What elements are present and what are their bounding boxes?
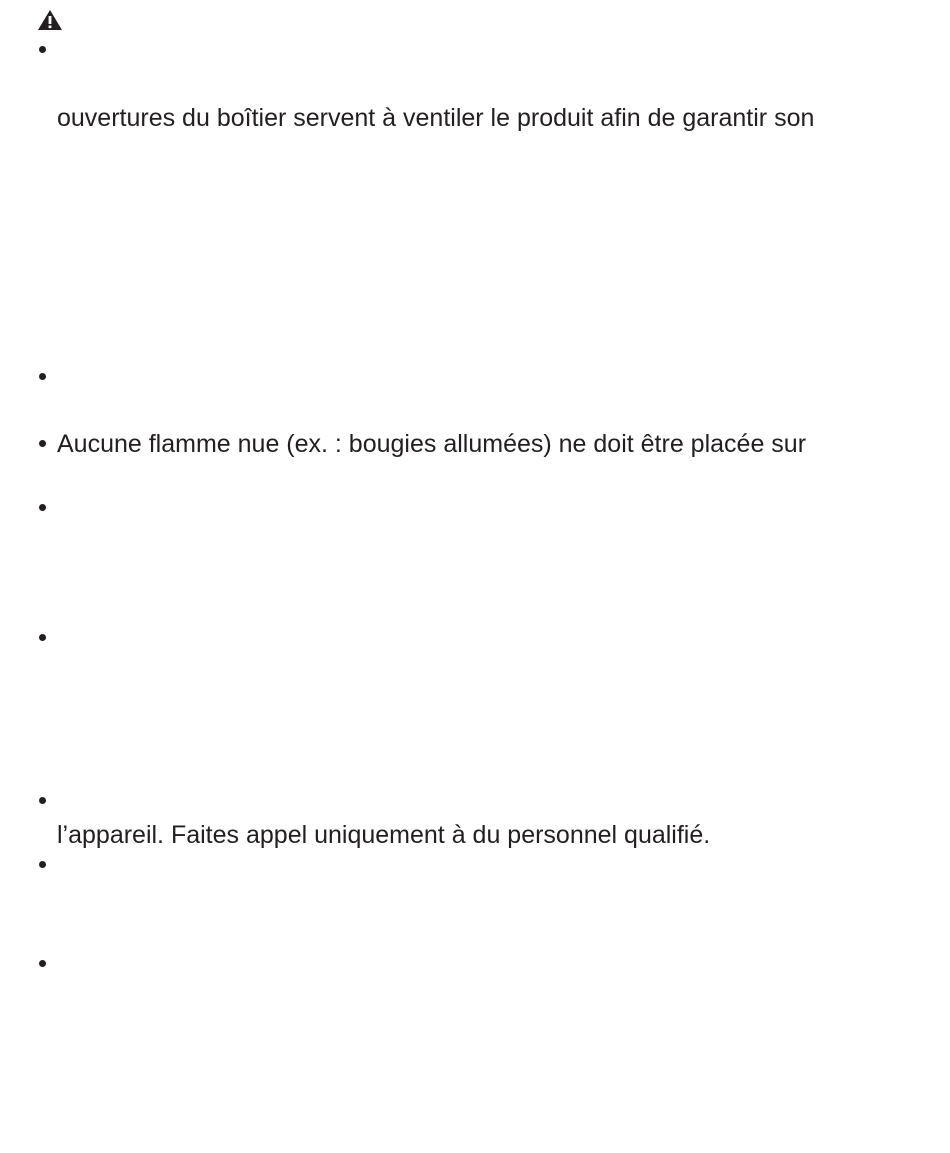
- bullet-icon: [38, 503, 48, 513]
- bullet-icon: [38, 439, 48, 449]
- bullet-icon: [38, 633, 48, 643]
- flame-warning-text: Aucune flamme nue (ex. : bougies allumées) ne doit être placée sur: [57, 430, 807, 458]
- ventilation-text: ouvertures du boîtier servent à ventiler le produit afin de garantir son: [57, 104, 815, 132]
- bullet-icon: [38, 45, 48, 55]
- service-text: l’appareil. Faites appel uniquement à du personnel qualifié.: [57, 821, 711, 849]
- bullet-icon: [38, 959, 48, 969]
- bullet-icon: [38, 796, 48, 806]
- bullet-icon: [38, 372, 48, 382]
- bullet-icon: [38, 860, 48, 870]
- warning-triangle-icon: [37, 9, 63, 31]
